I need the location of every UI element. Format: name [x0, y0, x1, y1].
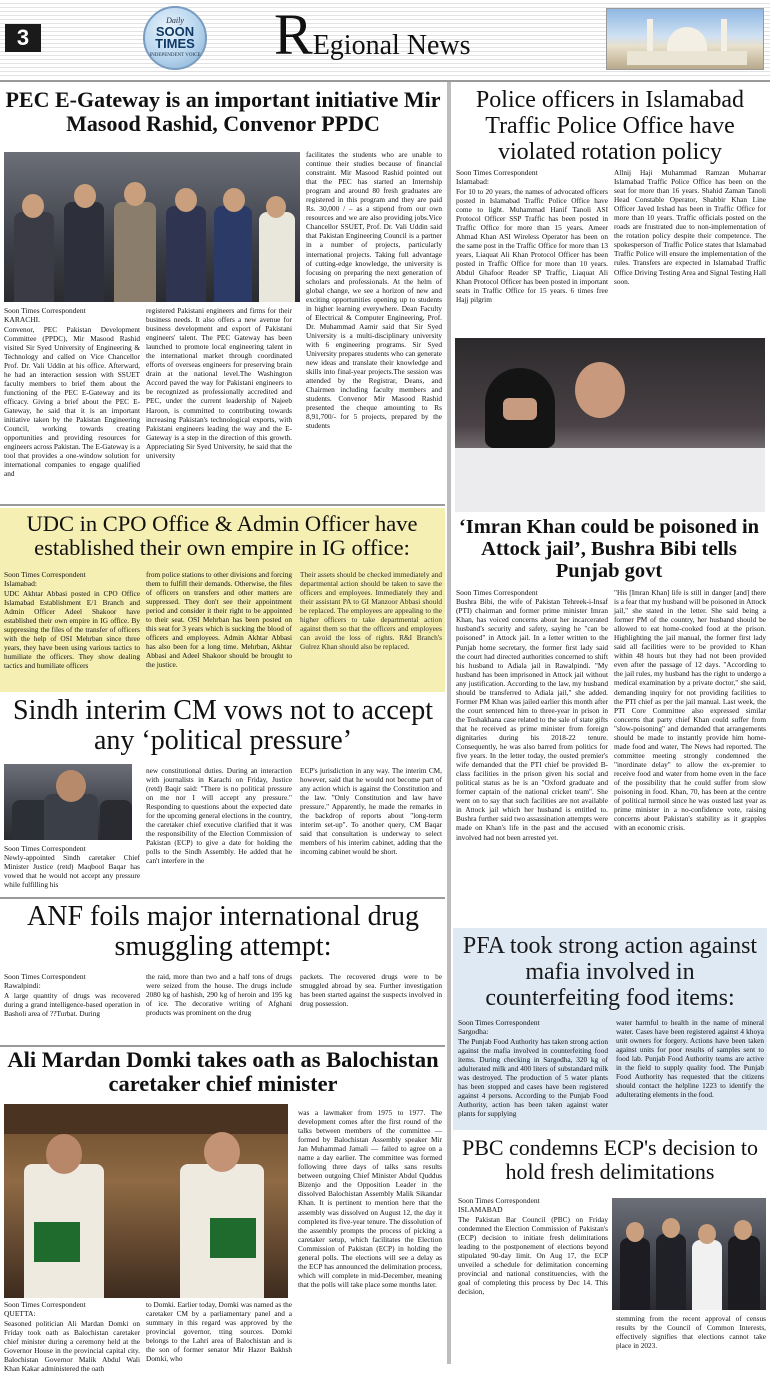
article-byline: Soon Times Correspondent [456, 168, 538, 177]
article-column [4, 972, 140, 1042]
article-headline: ‘Imran Khan could be poisoned in Attock jail’, Bushra Bibi tells Punjab govt [458, 516, 760, 583]
article-text: The Pakistan Bar Council (PBC) on Friday condemned the Election Commission of Pakistan's (ECP) decision to initiate fresh delimitations leading to the postponement of elections beyond stipulated 90-day limit. On Aug 17, the ECP unveiled a schedule for delimitation concerning provincial and national constituencies, with the goal of completing this process by Dec 14. This decision, [458, 1214, 608, 1296]
article-photo [612, 1198, 766, 1310]
article-column: facilitates the students who are unable to continue their studies because of financial constraint. Mir Masood Rashid pointed out that the PEC has started an Internship program and around 80 fresh graduates are registered in this program and they are paid Rs. 30,000 / – as a stipend from our own resources and we are also providing jobs.Vice Chancellor SSUET, Prof. Dr. Vali Uddin said that Pakistan Engineering Council is a partner in a number of projects, particularly international projects. Taking full advantage of cutting-edge knowledge, the university is focusing on preparing the next generation of scholars and professionals. At the helm of global change, we see a horizon of new and exciting opportunities opening up to students in higher learning everywhere. Dean Faculty of Electrical & Computer Engineering, Prof. Dr. Muhammad Aamir said that Sir Syed University is a multi-disciplinary university with 6 engineering programs. Sir Syed University prepares students who can generate new ideas and translate their knowledge and skills into final-year projects.The session was attended by the Registrar, Deans, and Chairmen including faculty members and students. Convenor Mir Masood Rashid presented the cheque amounting to Rs 8,91,700/- for 5 projects, prepared by the students [306, 150, 442, 431]
article-column: to Domki. Earlier today, Domki was named as the caretaker CM by a parliamentary panel and a summary in this regard was approved by the provincial governor, tting sources. Domki belongs to the Lahri area of Balochistan and is the son of former senator Mir Hazor Bakhsh Domki, who [146, 1300, 292, 1364]
article-byline: Soon Times Correspondent [4, 972, 86, 981]
article-text: The Punjab Food Authority has taken strong action against the mafia involved in counterfeiting food items. During checking in Sargodha, 320 kg of adulterated milk and 400 liters of substandard milk was destroyed. The production of 5 water plants has been stopped and cases have been registered against 4 persons. According to the Punjab Food Authority, action has been taken against water plants for supplying [458, 1036, 608, 1118]
article-headline: ANF foils major international drug smuggling attempt: [27, 901, 419, 963]
article-column: from police stations to other divisions and forcing them to fulfill their demands. Otherwise, the files of officers on transfers and other matters are suppressed. They don't see their appointment period and consider it their right to be appointed to their seat. OSI Mehrban has been posted on this seat for 3 years which is sucking the blood of officers and employees. Admin Akhtar Abbasi has also been for a long time. Mehrban, Akhtar Abbasi and Adeel Shakoor should be brought to the justice. [146, 570, 292, 670]
imran-khan-photo [455, 338, 765, 512]
article-headline: PFA took strong action against mafia involved in counterfeiting food items: [462, 933, 758, 1011]
article-text: A large quantity of drugs was recovered during a grand intelligence-based operation in Basholi area of ??Turbat. During [4, 990, 140, 1018]
article-headline: UDC in CPO Office & Admin Officer have established their own empire in IG office: [26, 511, 418, 561]
article-headline: Sindh interim CM vows not to accept any ‘political pressure’ [13, 695, 433, 757]
logo-sub-text: INDEPENDENT VOICE [149, 53, 201, 58]
article-column: "His [Imran Khan] life is still in danger [and] there is a fear that my husband will be poisoned in Attock jail," she stated in the letter. She said being a former PM of the country, her husband should be allowed to eat home-cooked food at the prison. Highlighting the jail manual, the former first lady said all facilities were to be provided to Khan within 48 hours but they had not been provided even after the passage of 12 days. "According to the jail rules, my husband has the right to undergo a medical examination by a private doctor," she said, demanding inquiry for not providing facilities to the PTI chief as per the jail manual. Last week, the PTI Core Committee also expressed similar concerns that party chief Khan could suffer from "slow-poisoning" and demanded that arrangements should be made to instantly provide him home-made food and water, The News had reported. The committee meeting strongly condemned the "inordinate delay" to allow the ex-premier to receive food and water from home even in the face of the possibility that he could suffer from slow poisoning in food. Khan, 70, has been at the centre of political turmoil since he was ousted last year as prime minister in a no-confidence vote, raising concerns about Pakistan's stability as it grapples with an economic crisis. [614, 588, 766, 833]
section-rest: Egional News [312, 30, 471, 61]
article-column [4, 570, 140, 688]
article-column: was a lawmaker from 1975 to 1977. The development comes after the first round of the talks between members of the committee — formed by Balochistan Assembly speaker Mir Jan Muhammad Jamali — failed to agree on a name a day earlier. The committee was formed following three days of talks sans results between outgoing Chief Minister Abdul Quddus Bizenjo and the Opposition Leader in the dissolved Balochistan Assembly Malik Sikandar Khan. It is pertinent to mention here that the assembly was dissolved on August 12, the day it completed its five-year tenure. The dissolution of the assembly prompts the process of picking a caretaker setup, which facilitates the Election Commission of Pakistan (ECP) in holding the general polls. The elections will see a delay as the ECP has announced the delimitation process, which will complete in mid-December, meaning that the polls will take place some months later. [298, 1108, 442, 1289]
article-byline: Soon Times Correspondent [458, 1196, 540, 1205]
masthead-banner-image [606, 8, 764, 70]
article-dateline: KARACHI. [4, 315, 41, 325]
article-headline: Police officers in Islamabad Traffic Police Office have violated rotation policy [475, 87, 745, 165]
article-byline: Soon Times Correspondent [456, 588, 538, 597]
article-column: Their assets should be checked immediately and departmental action should be taken to save the officers and employees. Immediately they and their assistant PA to GI Manzoor Abbasi should be replaced. The employees are appealing to the higher officers to take departmental action against them so that the officers and employees can avoid the loss of rights. R&I Branch's Gulrez Khan should also be replaced. [300, 570, 442, 652]
article-byline: Soon Times Correspondent [4, 844, 86, 853]
article-column: water harmful to health in the name of mineral water. Cases have been registered against 4 khoya unit owners for forgery. Actions have been taken against units for poor results of samples sent to food lab. Punjab Food Authority teams are active in the field to supply quality food. The Punjab Food Authority has requested that the citizens should contact the helpline 1223 to identify the adulterating elements in the food. [616, 1018, 764, 1100]
article-photo [4, 152, 300, 302]
column-divider [447, 82, 451, 1364]
article-column: Allnij Haji Muhammad Ramzan Muharrar Islamabad Traffic Police Office has been on the seat for more than 16 years. Shahid Zaman Tanoli Head Constable Operator, Shabbir Khan Line Officer Javed Irshad has been in Traffic Office for more than 10 years. Traffic officials posted on the roads are frustrated due to non-implementation of the rotation policy despite their competence. The spokesperson of Traffic Police states that Islamabad Traffic Police will ensure the implementation of the rules. Transfers are expected in Islamabad Traffic Office Driving Testing Area and Signal Testing Hall soon. [614, 168, 766, 286]
article-text: Newly-appointed Sindh caretaker Chief Minister Justice (retd) Maqbool Baqar has vowed that he would not accept any pressure while fulfilling his [4, 853, 140, 890]
article-column: stemming from the recent approval of census results by the Council of Common Interests, effectively signifies that elections cannot take place in 2023. [616, 1314, 766, 1351]
article-separator [0, 897, 445, 899]
article-column [458, 1196, 608, 1364]
article-photo [4, 1104, 288, 1298]
newspaper-logo [143, 6, 207, 70]
article-column [458, 1018, 608, 1126]
article-column [456, 588, 608, 924]
article-column: new constitutional duties. During an interaction with journalists in Karachi on Friday, Justice (retd) Baqir said: "There is no political pressure on me nor I will accept any pressure." Responding to questions about the expected date for the upcoming general elections in the country, the caretaker chief executive clarified that it was the responsibility of the Election Commission of Pakistan (ECP) to give a date for holding the polls to the Sindh Assembly. He added that he can't interfere in the [146, 766, 292, 866]
article-text: Seasoned politician Ali Mardan Domki on Friday took oath as Balochistan caretaker chief minister during a ceremony held at the Governor House in the provincial capital city. Balochistan Governor Malik Abdul Wali Khan Kakar administered the oath [4, 1318, 140, 1373]
logo-top-text: Daily [166, 16, 184, 25]
article-column: ECP's jurisdiction in any way. The interim CM, however, said that he would not become part of any action which is against the Constitution and the law. "Only Constitution and law have pressure." Apparently, he made the remarks in the backdrop of reports about "long-term interim set-up". To another query, CM Baqar said that consultation is underway to select members of his interim cabinet, adding that the incoming cabinet would be short. [300, 766, 442, 857]
article-dateline: ISLAMABAD [458, 1205, 503, 1215]
page-number: 3 [5, 24, 41, 52]
article-byline: Soon Times Correspondent [458, 1018, 540, 1027]
article-dateline: Islamabad: [4, 579, 37, 589]
article-column [4, 306, 140, 496]
section-title [274, 4, 471, 66]
article-column: the raid, more than two and a half tons of drugs were seized from the house. The drugs include 2080 kg of hashish, 290 kg of heroin and 195 kg of ice. The decorative writing of Afghani products was prominent on the drug [146, 972, 292, 1018]
masthead [0, 0, 770, 78]
article-headline: PEC E-Gateway is an important initiative Mir Masood Rashid, Convenor PPDC [5, 87, 441, 136]
article-column [4, 844, 140, 894]
article-byline: Soon Times Correspondent [4, 306, 86, 315]
article-text: For 10 to 20 years, the names of advocated officers posted in Islamabad Traffic Police Office have come to light. Muhammad Hanif Tanoli ASI Protocol Officer SSP Traffic has been posted in Traffic Office for more than 15 years. Ameer Ahmad Khan ASI Wireless Operator has been on the same post in the Traffic Office for more than 13 years, Liaquat Ali Khan Protocol Officer has been posted in Traffic Office for more than 10 years. Abdul Ghafoor Reader SP Traffic, Liaquat Ali Khan Protocol Officer has been posted in important seats in Traffic Office for 15 years. 6 times free Hajj pilgrim [456, 186, 608, 305]
article-headline: PBC condemns ECP's decision to hold fresh delimitations [461, 1135, 759, 1184]
article-text: UDC Akhtar Abbasi posted in CPO Office Islamabad Establishment E/1 Branch and Admin Officer Adeel Shakoor have established their own empire in IG office. By suppressing the files of the transfer of officers with the help of OSI Mehrban since three years, they have been using various tactics to humiliate the officers. They show dealing tactics and humiliate officers [4, 588, 140, 670]
article-dateline: Sargodha: [458, 1027, 489, 1037]
article-column: registered Pakistani engineers and firms for their business needs. It also offers a new avenue for business development and export of Pakistani engineers' talent. The PEC Gateway has been launched to promote local engineering talent in the international market through coordinated efforts of overseas engineers for preserving brain drain at the national level.The Washington Accord paved the way for Pakistani engineers to be recognized as professionally accredited and PEC, under the current leadership of Najeeb Haroon, is committed to contributing towards increasing Pakistan's technological exports, with Pakistani engineers leading the way and the E-Gateway is a step in the direction of this growth. Appreciating Sir Syed University, he said that the university [146, 306, 292, 460]
article-column [4, 1300, 140, 1373]
article-text: Convenor, PEC Pakistan Development Committee (PPDC), Mir Masood Rashid visited Sir Syed University of Engineering & Technology and called on Vice Chancellor Prof. Dr. Vali Uddin at his office. Afterward, he had an interaction session with SSUET faculty members to brief them about the functioning of the PEC E-Gateway and its efficacy. Giving a brief about the PEC E-Gateway, he said that it is an important initiative taken by the Pakistan Engineering Council, working towards creating opportunities and providing resources for engineers across Pakistan. The E-Gateway is a tool that provides a one-window solution for international companies to engage qualified and [4, 324, 140, 479]
article-text: Bushra Bibi, the wife of Pakistan Tehreek-i-Insaf (PTI) chairman and former prime minister Imran Khan, has voiced concerns about her incarcerated husband's security and safety, saying he "can be poisoned" in Attock jail. In a letter written to the Punjab home secretary, the former first lady said the court had directed authorities concerned to shift his husband to Adiala jail in Rawalpindi. "My husband has been imprisoned in Attock jail without any justification. According to the law, my husband should be transferred to Adiala jail," she added. Former PM Khan was jailed earlier this month after the court sentenced him to three-year in prison in the Toshakhana case related to the sale of state gifts that he received as prime minister from foreign dignitaries during his 2018-22 tenure. Consequently, he was also barred from politics for five years. In the letter today, the ousted premier's wife demanded that the PTI chief be provided B-class facilities in the prison given his social and political status as he is an "Oxford graduate and former captain of the national cricket team". She went on to say that such facilities are not available in Attock jail which her husband is entitled to. Bushra further said two assassination attempts were made on Khan's life in the past and the accused involved had not been arrested yet. [456, 597, 608, 842]
article-column: packets. The recovered drugs were to be smuggled abroad by sea. Further investigation has been started against the suspects involved in drug possession. [300, 972, 442, 1009]
article-dateline: QUETTA: [4, 1309, 36, 1319]
logo-main-text: SOON TIMES [155, 24, 195, 51]
article-byline: Soon Times Correspondent [4, 1300, 86, 1309]
article-byline: Soon Times Correspondent [4, 570, 86, 579]
article-dateline: Islamabad: [456, 177, 489, 187]
article-headline: Ali Mardan Domki takes oath as Balochistan caretaker chief minister [7, 1047, 439, 1097]
article-column [456, 168, 608, 334]
article-dateline: Rawalpindi: [4, 981, 41, 991]
article-separator [0, 504, 445, 506]
article-photo [4, 764, 132, 840]
section-initial: R [274, 2, 313, 67]
masthead-rule [0, 80, 770, 82]
